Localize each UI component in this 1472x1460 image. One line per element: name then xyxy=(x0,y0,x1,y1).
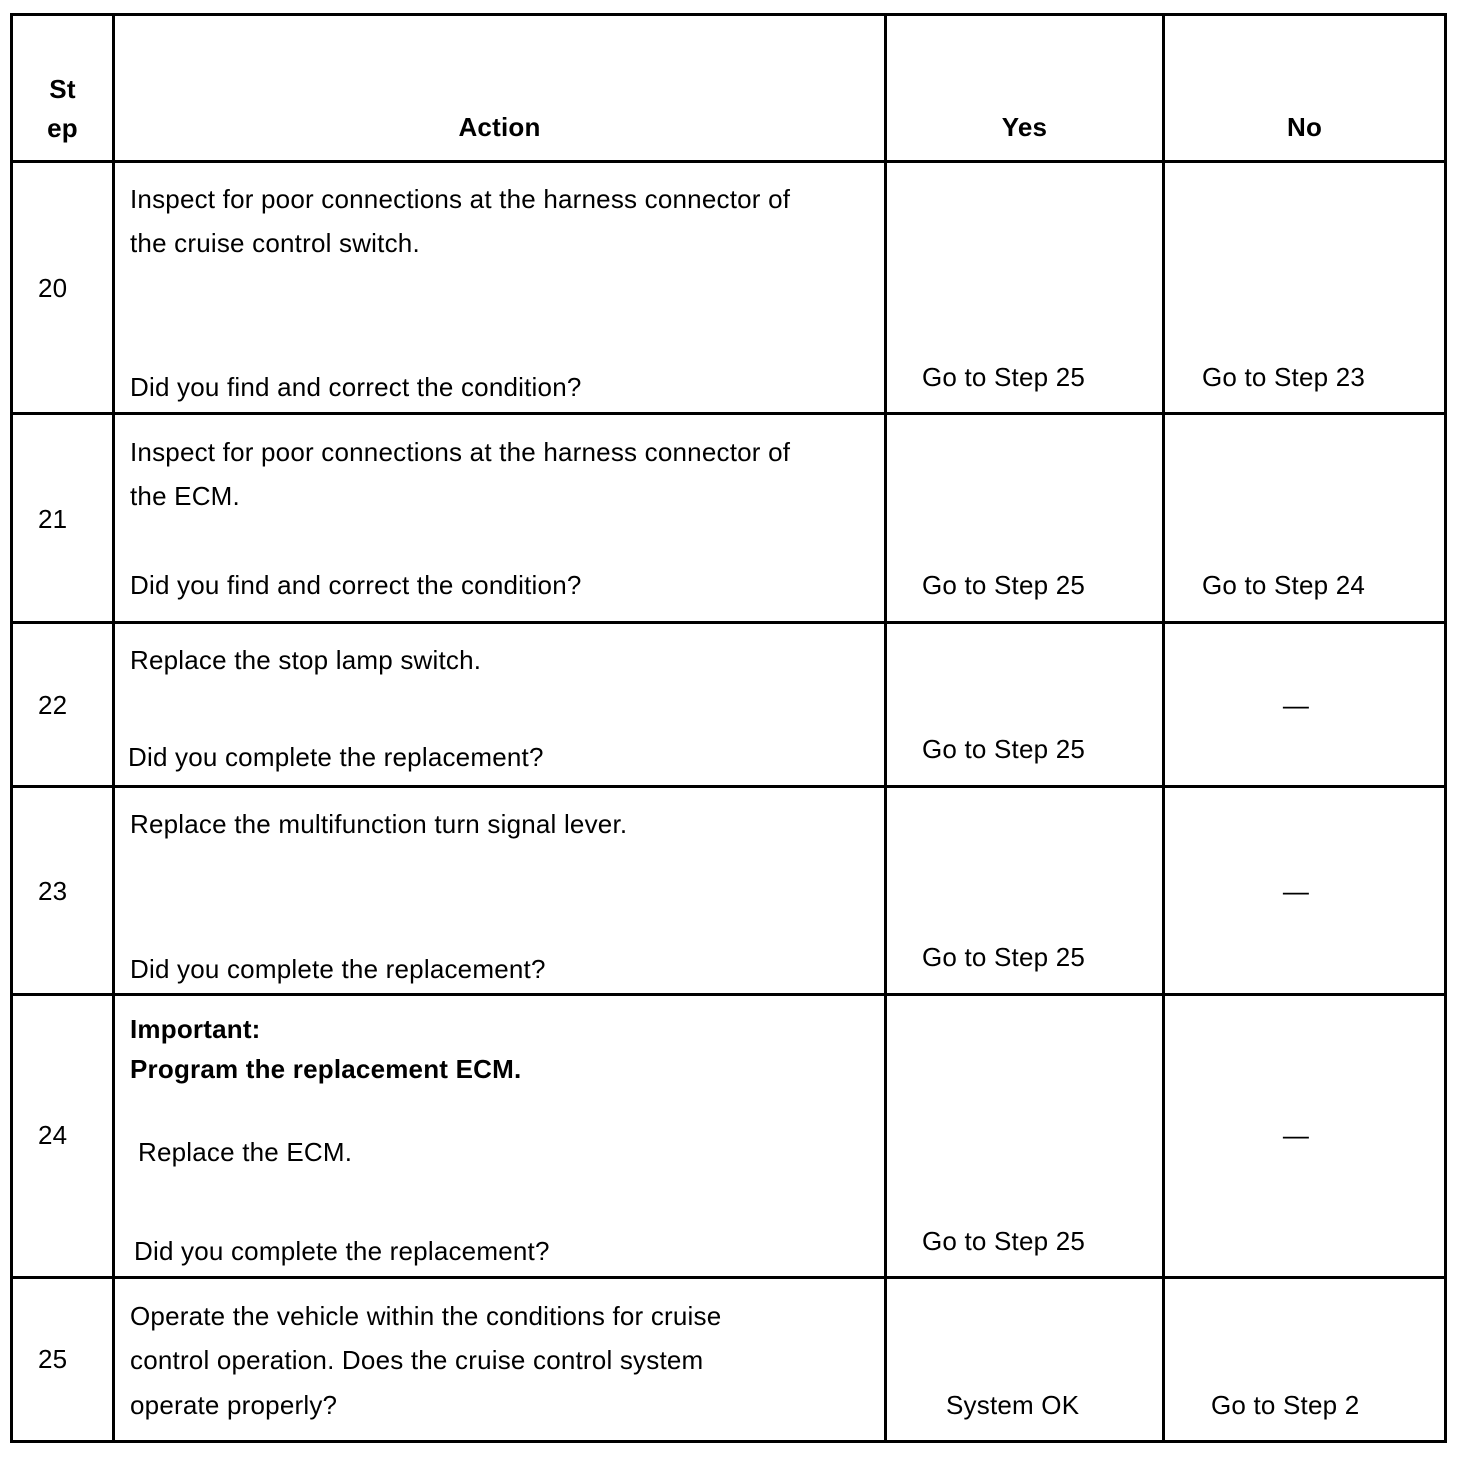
action-question: Did you complete the replacement? xyxy=(134,1236,550,1266)
yes-result: System OK xyxy=(946,1390,1080,1420)
step-number: 20 xyxy=(38,273,68,303)
header-no: No xyxy=(1286,112,1323,142)
step-number: 21 xyxy=(38,504,68,534)
yes-result: Go to Step 25 xyxy=(922,734,1086,764)
row-divider-24 xyxy=(10,1276,1447,1279)
row-divider-22 xyxy=(10,785,1447,788)
no-result: Go to Step 24 xyxy=(1202,570,1366,600)
action-text: Replace the ECM. xyxy=(138,1137,353,1167)
yes-result: Go to Step 25 xyxy=(922,942,1086,972)
action-text: Inspect for poor connections at the harness connector of xyxy=(130,437,791,467)
action-text: control operation. Does the cruise control system xyxy=(130,1345,704,1375)
row-divider-23 xyxy=(10,993,1447,996)
row-divider-20 xyxy=(10,412,1447,415)
column-divider-step xyxy=(112,13,115,1443)
action-text: Replace the stop lamp switch. xyxy=(130,645,482,675)
table-border-right xyxy=(1444,13,1447,1443)
yes-result: Go to Step 25 xyxy=(922,1226,1086,1256)
action-question: Did you find and correct the condition? xyxy=(130,570,582,600)
row-divider-header xyxy=(10,160,1447,163)
important-text: Program the replacement ECM. xyxy=(130,1054,522,1084)
yes-result: Go to Step 25 xyxy=(922,570,1086,600)
no-result: Go to Step 23 xyxy=(1202,362,1366,392)
no-result: — xyxy=(1282,1120,1310,1150)
action-text: Replace the multifunction turn signal lever. xyxy=(130,809,628,839)
table-border-top xyxy=(10,13,1447,16)
action-text: Inspect for poor connections at the harness connector of xyxy=(130,184,791,214)
yes-result: Go to Step 25 xyxy=(922,362,1086,392)
row-divider-21 xyxy=(10,621,1447,624)
header-yes: Yes xyxy=(1001,112,1048,142)
step-number: 22 xyxy=(38,690,68,720)
step-number: 25 xyxy=(38,1344,68,1374)
column-divider-action xyxy=(884,13,887,1443)
header-action: Action xyxy=(458,112,541,142)
action-text: the ECM. xyxy=(130,481,240,511)
action-question: Did you complete the replacement? xyxy=(128,742,544,772)
no-result: — xyxy=(1282,690,1310,720)
no-result: Go to Step 2 xyxy=(1211,1390,1360,1420)
action-text: operate properly? xyxy=(130,1390,338,1420)
step-number: 23 xyxy=(38,876,68,906)
header-step-line2: ep xyxy=(47,113,78,143)
action-text: the cruise control switch. xyxy=(130,228,420,258)
action-question: Did you complete the replacement? xyxy=(130,954,546,984)
action-question: Did you find and correct the condition? xyxy=(130,372,582,402)
header-step-line1: St xyxy=(49,74,76,104)
no-result: — xyxy=(1282,876,1310,906)
step-number: 24 xyxy=(38,1120,68,1150)
action-text: Operate the vehicle within the conditions for cruise xyxy=(130,1301,722,1331)
table-border-bottom xyxy=(10,1440,1447,1443)
table-border-left xyxy=(10,13,13,1443)
important-label: Important: xyxy=(130,1014,261,1044)
column-divider-yes xyxy=(1162,13,1165,1443)
